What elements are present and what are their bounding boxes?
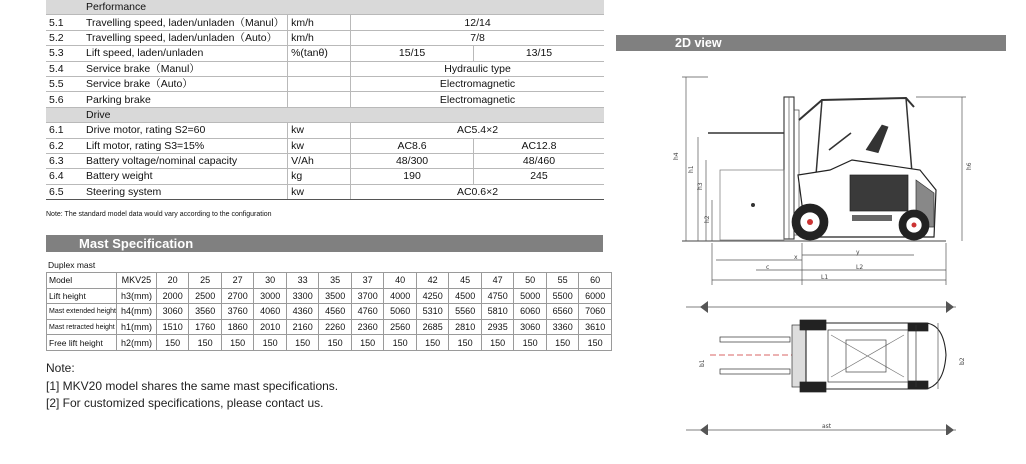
mast-value: 2000 bbox=[156, 288, 189, 304]
spec-unit: kw bbox=[288, 138, 351, 153]
mast-value: 2260 bbox=[319, 319, 352, 335]
mast-value: 30 bbox=[254, 273, 287, 289]
spec-row bbox=[46, 153, 604, 168]
mast-value: 3060 bbox=[156, 304, 189, 320]
forklift-top-view bbox=[686, 301, 966, 435]
mast-value: 2160 bbox=[286, 319, 319, 335]
configuration-note: Note: The standard model data would vary according to the configuration bbox=[46, 211, 272, 218]
mast-value: 20 bbox=[156, 273, 189, 289]
note-item: [1] MKV20 model shares the same mast specifications. bbox=[46, 378, 339, 393]
spec-value: Electromagnetic bbox=[351, 92, 604, 107]
h3-label: h3 bbox=[697, 182, 704, 190]
mast-row-label: Model bbox=[47, 273, 117, 289]
mast-value: 3560 bbox=[189, 304, 222, 320]
mast-value: 3300 bbox=[286, 288, 319, 304]
mast-value: 37 bbox=[351, 273, 384, 289]
mast-value: 4500 bbox=[449, 288, 482, 304]
mast-value: 35 bbox=[319, 273, 352, 289]
l1-label: L1 bbox=[821, 274, 829, 281]
mast-value: 2700 bbox=[221, 288, 254, 304]
mast-value: 4750 bbox=[481, 288, 514, 304]
view-header bbox=[616, 35, 1006, 51]
mast-data-row bbox=[47, 335, 612, 351]
mast-value: 150 bbox=[449, 335, 482, 351]
mast-row-label: Free lift height bbox=[47, 335, 117, 351]
mast-value: 45 bbox=[449, 273, 482, 289]
spec-number: 6.1 bbox=[46, 123, 83, 138]
spec-unit: kg bbox=[288, 169, 351, 184]
spec-description: Battery voltage/nominal capacity bbox=[83, 153, 288, 168]
section-row bbox=[46, 0, 604, 15]
notes-title: Note: bbox=[46, 361, 75, 375]
mast-value: 47 bbox=[481, 273, 514, 289]
spec-value: Hydraulic type bbox=[351, 61, 604, 76]
mast-spec-title: Mast Specification bbox=[79, 236, 194, 251]
mast-value: 150 bbox=[286, 335, 319, 351]
mast-value: 27 bbox=[221, 273, 254, 289]
mast-row-label: Lift height bbox=[47, 288, 117, 304]
mast-value: 3760 bbox=[221, 304, 254, 320]
mast-row-unit: h4(mm) bbox=[116, 304, 156, 320]
h1-label: h1 bbox=[688, 165, 695, 173]
ast-label: ast bbox=[822, 423, 832, 430]
mast-value: 6560 bbox=[546, 304, 579, 320]
spec-number: 5.5 bbox=[46, 76, 83, 91]
spec-unit bbox=[288, 92, 351, 107]
spec-unit: km/h bbox=[288, 15, 351, 30]
mast-value: 2560 bbox=[384, 319, 417, 335]
spec-description: Travelling speed, laden/unladen（Manul） bbox=[83, 15, 288, 30]
spec-value: 48/460 bbox=[473, 153, 604, 168]
spec-number: 6.3 bbox=[46, 153, 83, 168]
mast-value: 5000 bbox=[514, 288, 547, 304]
mast-value: 3360 bbox=[546, 319, 579, 335]
spec-value: AC8.6 bbox=[351, 138, 474, 153]
spec-row bbox=[46, 76, 604, 91]
spec-description: Parking brake bbox=[83, 92, 288, 107]
mast-value: 3000 bbox=[254, 288, 287, 304]
spec-row bbox=[46, 138, 604, 153]
mast-value: 150 bbox=[546, 335, 579, 351]
notes bbox=[46, 360, 338, 413]
h6-label: h6 bbox=[966, 162, 973, 170]
spec-unit: kw bbox=[288, 184, 351, 199]
mast-value: 5060 bbox=[384, 304, 417, 320]
mast-value: 55 bbox=[546, 273, 579, 289]
spec-unit bbox=[288, 61, 351, 76]
spec-number: 6.5 bbox=[46, 184, 83, 199]
mast-value: 1760 bbox=[189, 319, 222, 335]
spec-value: 13/15 bbox=[473, 46, 604, 61]
spec-unit: %(tanθ) bbox=[288, 46, 351, 61]
spec-value: 245 bbox=[473, 169, 604, 184]
mast-data-row bbox=[47, 288, 612, 304]
y-label: y bbox=[856, 249, 860, 256]
performance-spec-table bbox=[46, 0, 604, 200]
mast-value: 5500 bbox=[546, 288, 579, 304]
mast-row-unit: h3(mm) bbox=[116, 288, 156, 304]
spec-unit: kw bbox=[288, 123, 351, 138]
mast-value: 4560 bbox=[319, 304, 352, 320]
mast-data-row bbox=[47, 319, 612, 335]
spec-description: Service brake（Manul） bbox=[83, 61, 288, 76]
mast-value: 2010 bbox=[254, 319, 287, 335]
spec-row bbox=[46, 92, 604, 107]
h2-label: h2 bbox=[704, 215, 711, 223]
mast-data-row bbox=[47, 304, 612, 320]
mast-value: 6000 bbox=[579, 288, 612, 304]
mast-value: 7060 bbox=[579, 304, 612, 320]
mast-value: 33 bbox=[286, 273, 319, 289]
spec-number: 5.3 bbox=[46, 46, 83, 61]
c-label: c bbox=[766, 264, 770, 271]
mast-value: 3500 bbox=[319, 288, 352, 304]
section-number bbox=[46, 107, 83, 122]
spec-value: 190 bbox=[351, 169, 474, 184]
spec-unit bbox=[288, 76, 351, 91]
spec-value: AC0.6×2 bbox=[351, 184, 604, 199]
mast-value: 5810 bbox=[481, 304, 514, 320]
mast-value: 150 bbox=[221, 335, 254, 351]
duplex-mast-label: Duplex mast bbox=[48, 260, 96, 270]
mast-value: 150 bbox=[579, 335, 612, 351]
spec-description: Service brake（Auto） bbox=[83, 76, 288, 91]
mast-value: 3610 bbox=[579, 319, 612, 335]
spec-row bbox=[46, 169, 604, 184]
mast-value: 2685 bbox=[416, 319, 449, 335]
spec-value: 48/300 bbox=[351, 153, 474, 168]
b2-label: b2 bbox=[959, 357, 966, 365]
spec-value: 15/15 bbox=[351, 46, 474, 61]
spec-unit: V/Ah bbox=[288, 153, 351, 168]
spec-value: 12/14 bbox=[351, 15, 604, 30]
forklift-2d-drawing bbox=[616, 55, 1006, 435]
mast-value: 2935 bbox=[481, 319, 514, 335]
spec-number: 5.1 bbox=[46, 15, 83, 30]
section-fill bbox=[288, 0, 604, 15]
b1-label: b1 bbox=[699, 359, 706, 367]
mast-row-unit: h2(mm) bbox=[116, 335, 156, 351]
spec-number: 5.2 bbox=[46, 30, 83, 45]
forklift-side-view bbox=[673, 77, 973, 285]
mast-value: 2810 bbox=[449, 319, 482, 335]
mast-header-row bbox=[47, 273, 612, 289]
section-fill bbox=[288, 107, 604, 122]
spec-value: Electromagnetic bbox=[351, 76, 604, 91]
mast-value: 5310 bbox=[416, 304, 449, 320]
spec-unit: km/h bbox=[288, 30, 351, 45]
spec-value: 7/8 bbox=[351, 30, 604, 45]
h4-label: h4 bbox=[673, 152, 680, 160]
mast-row-label: Mast extended height bbox=[47, 304, 117, 320]
spec-description: Travelling speed, laden/unladen（Auto） bbox=[83, 30, 288, 45]
mast-value: 25 bbox=[189, 273, 222, 289]
section-number bbox=[46, 0, 83, 15]
mast-value: 5560 bbox=[449, 304, 482, 320]
mast-value: 4060 bbox=[254, 304, 287, 320]
mast-value: 42 bbox=[416, 273, 449, 289]
mast-value: 4250 bbox=[416, 288, 449, 304]
spec-number: 6.2 bbox=[46, 138, 83, 153]
mast-value: 3060 bbox=[514, 319, 547, 335]
mast-row-label: Mast retracted height bbox=[47, 319, 117, 335]
mast-value: 150 bbox=[514, 335, 547, 351]
mast-value: 1860 bbox=[221, 319, 254, 335]
spec-row bbox=[46, 30, 604, 45]
mast-value: 150 bbox=[351, 335, 384, 351]
view-title: 2D view bbox=[675, 36, 722, 50]
x-label: x bbox=[794, 254, 798, 261]
mast-row-unit: h1(mm) bbox=[116, 319, 156, 335]
spec-row bbox=[46, 61, 604, 76]
spec-row bbox=[46, 184, 604, 199]
mast-value: 4760 bbox=[351, 304, 384, 320]
mast-value: 3700 bbox=[351, 288, 384, 304]
spec-description: Lift motor, rating S3=15% bbox=[83, 138, 288, 153]
mast-value: 150 bbox=[416, 335, 449, 351]
mast-spec-table bbox=[46, 272, 612, 351]
spec-value: AC12.8 bbox=[473, 138, 604, 153]
mast-value: 50 bbox=[514, 273, 547, 289]
section-label: Drive bbox=[83, 107, 288, 122]
mast-value: 150 bbox=[254, 335, 287, 351]
spec-row bbox=[46, 123, 604, 138]
mast-value: 150 bbox=[156, 335, 189, 351]
mast-value: 150 bbox=[319, 335, 352, 351]
mast-spec-header bbox=[46, 235, 603, 252]
mast-row-unit: MKV25 bbox=[116, 273, 156, 289]
mast-value: 60 bbox=[579, 273, 612, 289]
mast-value: 4360 bbox=[286, 304, 319, 320]
mast-value: 150 bbox=[189, 335, 222, 351]
section-row bbox=[46, 107, 604, 122]
mast-value: 2360 bbox=[351, 319, 384, 335]
l2-label: L2 bbox=[856, 264, 864, 271]
note-item: [2] For customized specifications, please contact us. bbox=[46, 396, 324, 410]
spec-number: 5.6 bbox=[46, 92, 83, 107]
mast-value: 1510 bbox=[156, 319, 189, 335]
spec-number: 6.4 bbox=[46, 169, 83, 184]
spec-description: Steering system bbox=[83, 184, 288, 199]
spec-row bbox=[46, 15, 604, 30]
mast-value: 6060 bbox=[514, 304, 547, 320]
section-label: Performance bbox=[83, 0, 288, 15]
mast-value: 150 bbox=[481, 335, 514, 351]
spec-description: Battery weight bbox=[83, 169, 288, 184]
spec-description: Drive motor, rating S2=60 bbox=[83, 123, 288, 138]
spec-row bbox=[46, 46, 604, 61]
mast-value: 4000 bbox=[384, 288, 417, 304]
mast-value: 150 bbox=[384, 335, 417, 351]
spec-description: Lift speed, laden/unladen bbox=[83, 46, 288, 61]
spec-value: AC5.4×2 bbox=[351, 123, 604, 138]
mast-value: 2500 bbox=[189, 288, 222, 304]
spec-number: 5.4 bbox=[46, 61, 83, 76]
mast-value: 40 bbox=[384, 273, 417, 289]
